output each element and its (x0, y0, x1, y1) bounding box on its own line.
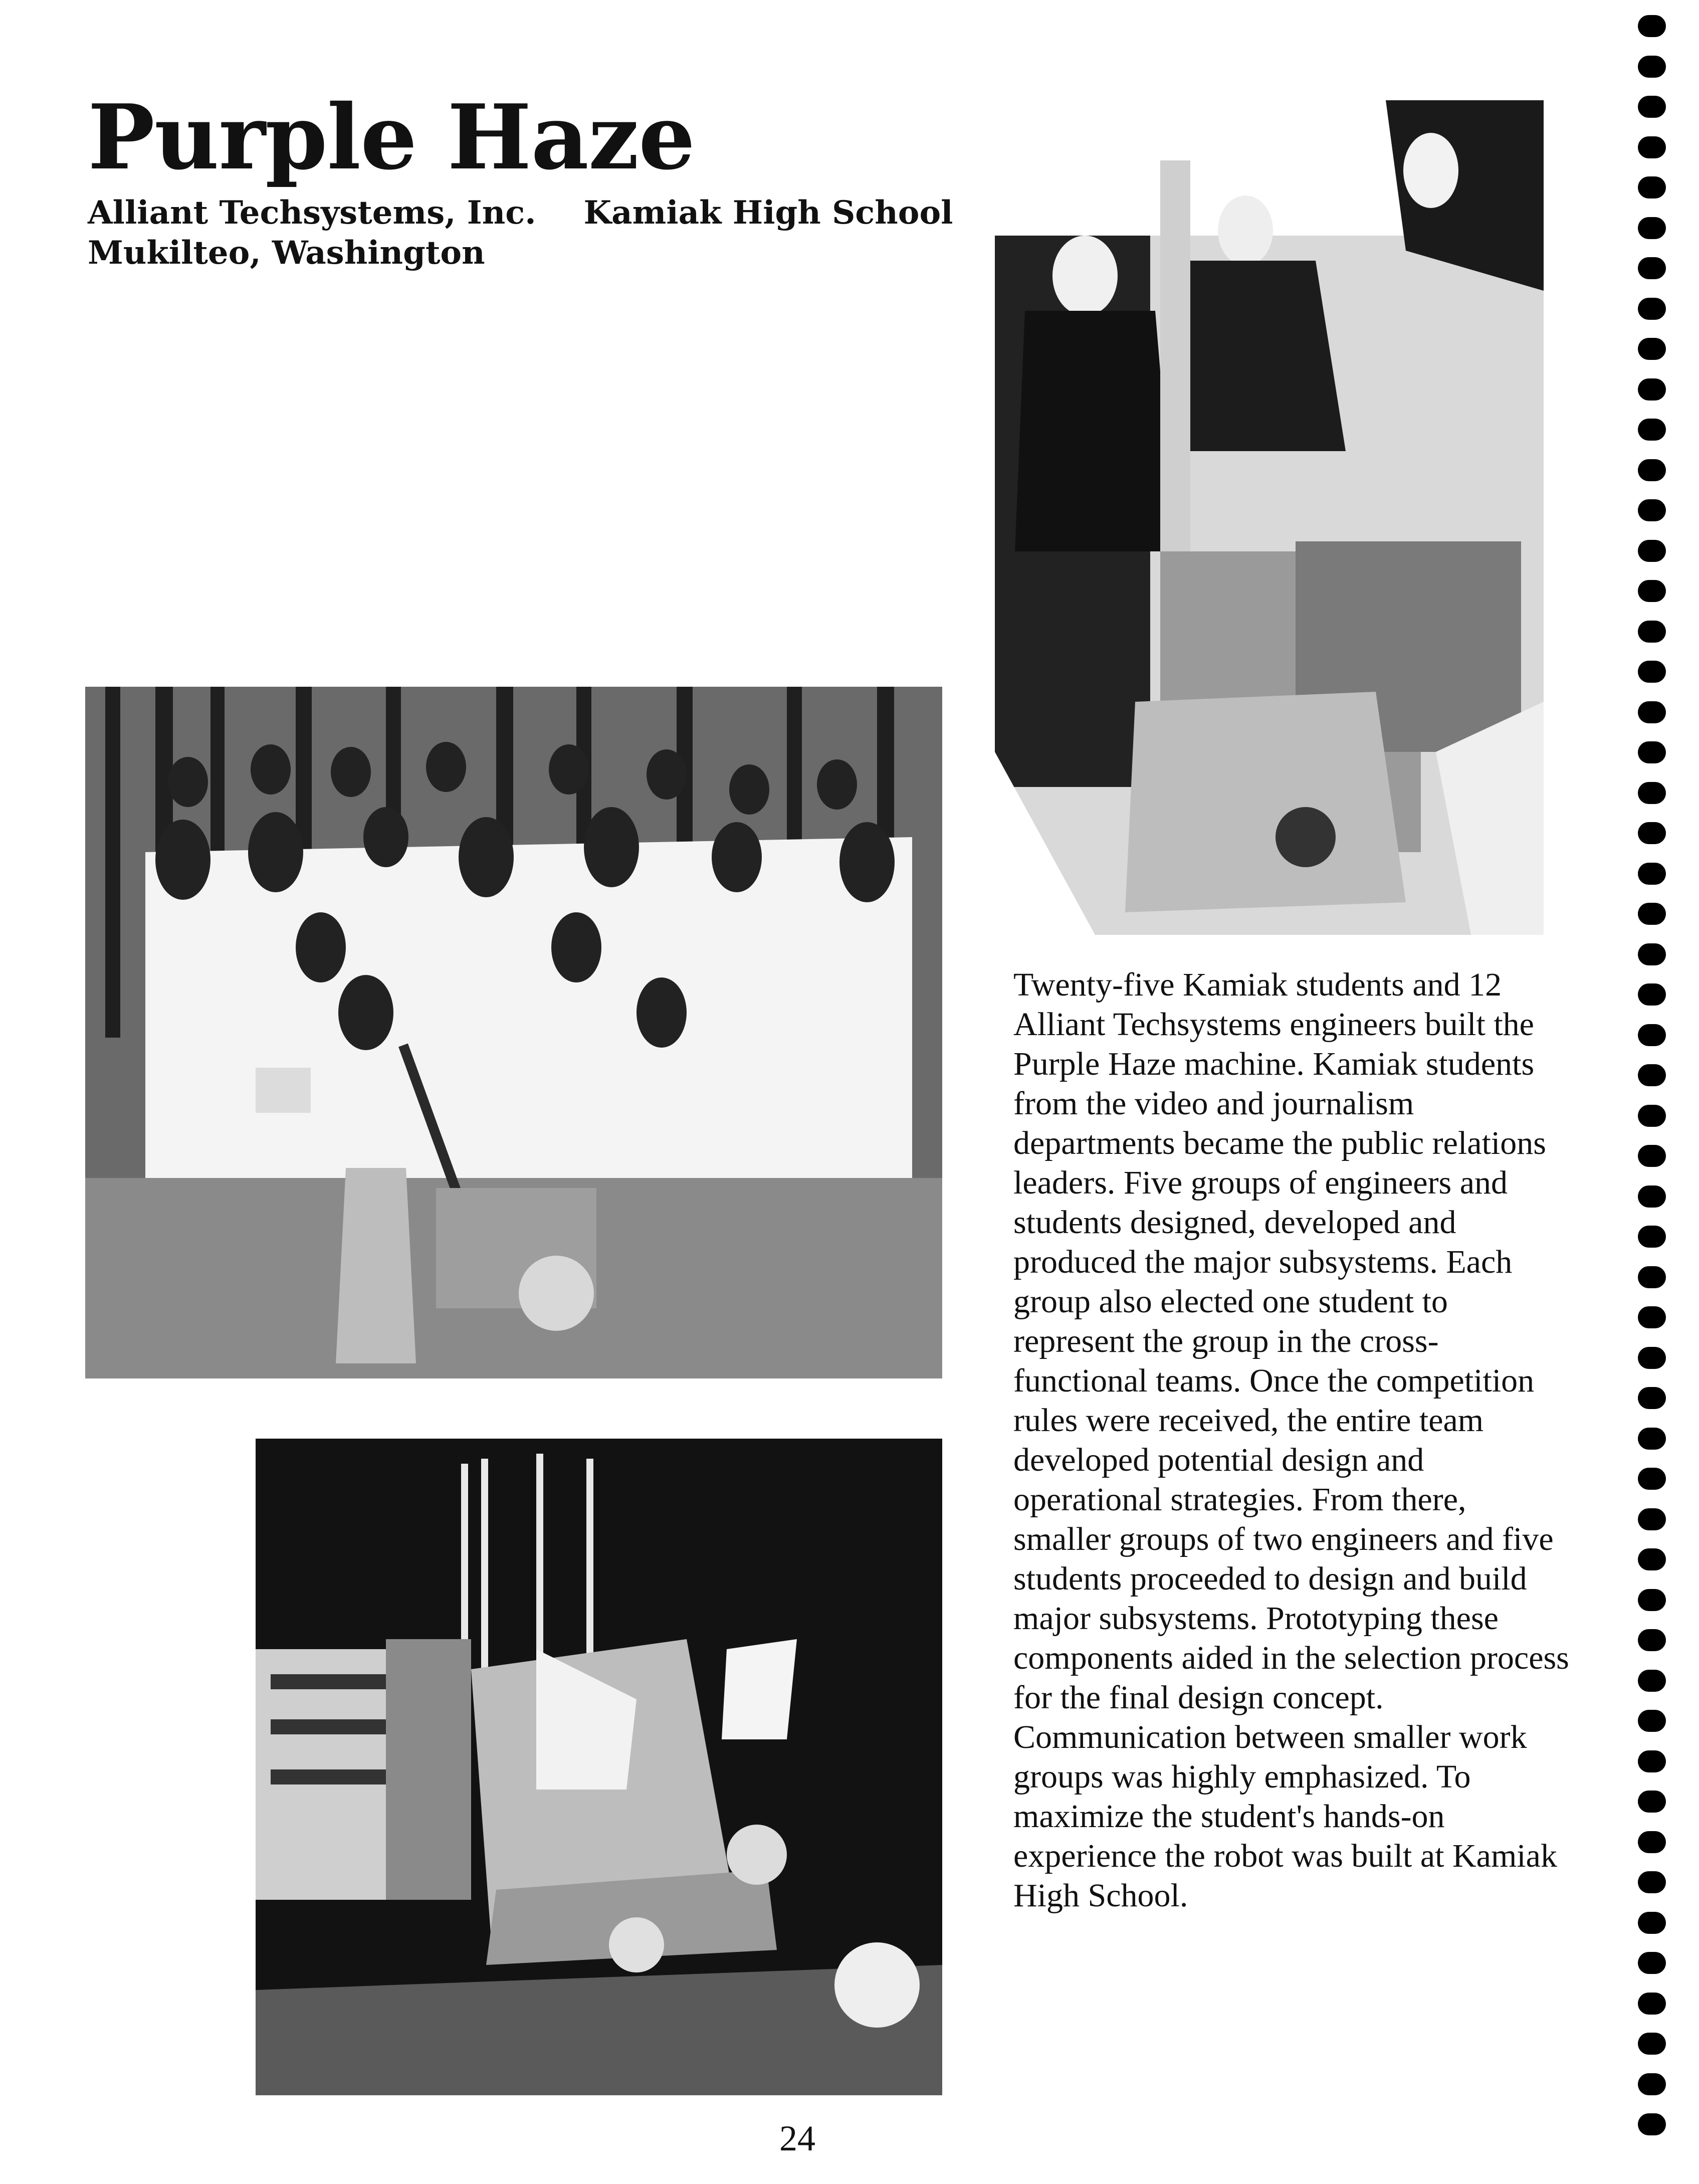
binding-hole (1638, 2033, 1666, 2055)
binding-hole (1638, 1629, 1666, 1651)
robot-photo (256, 1439, 942, 2095)
binding-hole (1638, 983, 1666, 1006)
binding-hole (1638, 217, 1666, 239)
binding-hole (1638, 1993, 1666, 2015)
binding-hole (1638, 1185, 1666, 1208)
binding-hole (1638, 1508, 1666, 1530)
binding-hole (1638, 782, 1666, 804)
binding-hole (1638, 903, 1666, 925)
binding-hole (1638, 822, 1666, 844)
binding-hole (1638, 1226, 1666, 1248)
binding-hole (1638, 96, 1666, 118)
binding-hole (1638, 1387, 1666, 1409)
binding-hole (1638, 298, 1666, 320)
binding-hole (1638, 1266, 1666, 1288)
page-title: Purple Haze (88, 85, 695, 189)
page-number: 24 (779, 2118, 815, 2158)
binding-hole (1638, 15, 1666, 37)
binding-hole (1638, 176, 1666, 198)
binding-hole (1638, 136, 1666, 158)
binding-hole (1638, 1548, 1666, 1570)
binding-hole (1638, 540, 1666, 562)
binding-hole (1638, 378, 1666, 401)
binding-hole (1638, 621, 1666, 643)
sponsor-company: Alliant Techsystems, Inc. (88, 194, 536, 232)
binding-hole (1638, 1306, 1666, 1328)
binding-hole (1638, 580, 1666, 602)
binding-hole (1638, 943, 1666, 965)
binding-hole (1638, 863, 1666, 885)
binding-hole (1638, 56, 1666, 78)
binding-hole (1638, 1750, 1666, 1772)
binding-hole (1638, 338, 1666, 360)
binding-hole (1638, 1710, 1666, 1732)
binding-hole (1638, 701, 1666, 723)
binding-hole (1638, 1145, 1666, 1167)
binding-hole (1638, 2073, 1666, 2095)
spiral-binding-holes (1638, 15, 1668, 2170)
binding-hole (1638, 661, 1666, 683)
binding-hole (1638, 1468, 1666, 1490)
binding-hole (1638, 1912, 1666, 1934)
binding-hole (1638, 1670, 1666, 1692)
team-group-photo (85, 687, 942, 1378)
binding-hole (1638, 419, 1666, 441)
binding-hole (1638, 1024, 1666, 1046)
binding-hole (1638, 1105, 1666, 1127)
sponsor-block (88, 193, 953, 273)
binding-hole (1638, 2113, 1666, 2135)
binding-hole (1638, 499, 1666, 521)
article-body: Twenty-five Kamiak students and 12 Alliant Techsystems engineers built the Purple Haze machine. Kamiak students from the video and journalism departments became the public relations leaders. Five groups of engineers and students designed, developed and produced the major subsystems. Each group also elected one student to represent the group in the cross-functional teams. Once the competition rules were received, the entire team developed potential design and operational strategies. From there, smaller groups of two engineers and five students proceeded to design and build major subsystems. Prototyping these components aided in the selection process for the final design concept. Communication between smaller work groups was highly emphasized. To maximize the student's hands-on experience the robot was built at Kamiak High School. (1013, 966, 1569, 1914)
binding-hole (1638, 741, 1666, 763)
binding-hole (1638, 1791, 1666, 1813)
robot-crew-photo (995, 100, 1544, 935)
binding-hole (1638, 1064, 1666, 1086)
binding-hole (1638, 1347, 1666, 1369)
sponsor-school: Kamiak High School (583, 194, 953, 232)
binding-hole (1638, 459, 1666, 481)
binding-hole (1638, 1589, 1666, 1611)
binding-hole (1638, 1952, 1666, 1974)
binding-hole (1638, 257, 1666, 279)
sponsor-location: Mukilteo, Washington (88, 234, 485, 272)
binding-hole (1638, 1831, 1666, 1853)
binding-hole (1638, 1871, 1666, 1893)
binding-hole (1638, 1428, 1666, 1450)
